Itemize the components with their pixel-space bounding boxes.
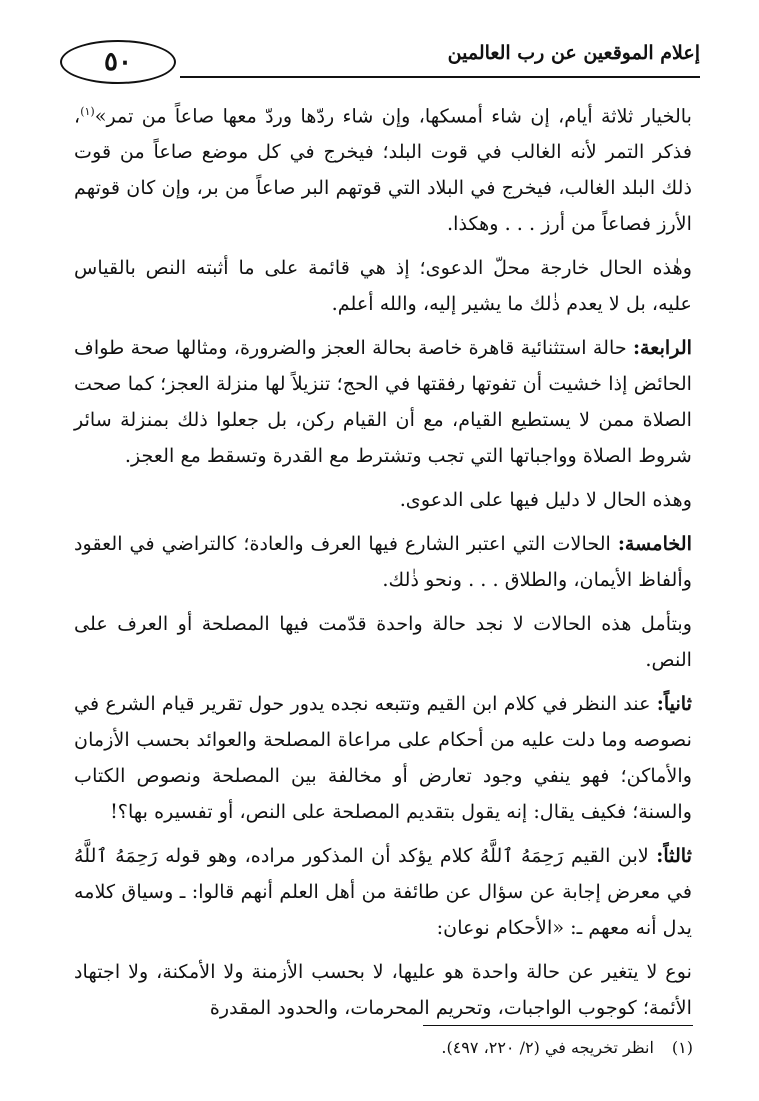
- page-number: ٥٠: [60, 40, 176, 84]
- body-text: [74, 94, 692, 1026]
- paragraph-lead: الرابعة:: [632, 336, 692, 360]
- header-rule: [180, 76, 700, 78]
- paragraph-text-tail: ، فذكر التمر لأنه الغالب في قوت البلد؛ فيخرج في كل موضع صاعاً من قوت ذلك البلد الغالب، فيخرج في البلاد التي قوتهم البر صاعاً من بر، وإن كان قوتهم الأرز فصاعاً من أرز . . . وهكذا.: [74, 104, 692, 236]
- footnote-rule: [423, 1025, 693, 1026]
- footnote-marker: (١): [80, 105, 95, 118]
- paragraph-text: بالخيار ثلاثة أيام، إن شاء أمسكها، وإن شاء ردّها وردّ معها صاعاً من تمر»: [94, 104, 692, 128]
- paragraph-lead: ثالثاً:: [656, 844, 692, 868]
- paragraph-lead: ثانياً:: [656, 692, 692, 716]
- footnote-text: انظر تخريجه في (٢/ ٢٢٠، ٤٩٧).: [441, 1038, 654, 1057]
- paragraph-text: وبتأمل هذه الحالات لا نجد حالة واحدة قدّمت فيها المصلحة أو العرف على النص.: [74, 612, 692, 672]
- paragraph-text: حالة استثنائية قاهرة خاصة بحالة العجز والضرورة، ومثالها صحة طواف الحائض إذا خشيت أن تفوتها رفقتها في الحج؛ تنزيلاً لها منزلة العجز؛ كما صحت الصلاة ممن لا يستطيع القيام، مع أن القيام ركن، بل جعلوا ذلك بمنزلة سائر شروط الصلاة وواجباتها التي تجب وتشترط مع القدرة وتسقط مع العجز.: [74, 336, 692, 468]
- paragraph-text: وهذه الحال لا دليل فيها على الدعوى.: [399, 488, 692, 512]
- paragraph: [74, 94, 692, 242]
- paragraph-text: وهٰذه الحال خارجة محلّ الدعوى؛ إذ هي قائمة على ما أثبته النص بالقياس عليه، بل لا يعدم ذٰلك ما يشير إليه، والله أعلم.: [74, 256, 692, 316]
- paragraph-text: عند النظر في كلام ابن القيم وتتبعه نجده يدور حول تقرير قيام الشرع في نصوصه وما دلت عليه من أحكام على مراعاة المصلحة والعوائد بحسب الأزمان والأماكن؛ فهو ينفي وجود تعارض أو مخالفة بين المصلحة ونصوص الكتاب والسنة؛ فكيف يقال: إنه يقول بتقديم المصلحة على النص، أو تفسيره بها؟!: [74, 692, 692, 824]
- page-header: [60, 38, 700, 86]
- paragraph: [74, 954, 692, 1026]
- paragraph: [74, 482, 692, 518]
- paragraph: [74, 526, 692, 598]
- paragraph-text: الحالات التي اعتبر الشارع فيها العرف والعادة؛ كالتراضي في العقود وألفاظ الأيمان، والطلاق . . . ونحو ذٰلك.: [74, 532, 692, 592]
- paragraph: [74, 250, 692, 322]
- paragraph-lead: الخامسة:: [617, 532, 692, 556]
- paragraph-text: لابن القيم رَحِمَهُ ٱللَّهُ كلام يؤكد أن المذكور مراده، وهو قوله رَحِمَهُ ٱللَّهُ في معرض إجابة عن سؤال عن طائفة من أهل العلم أنهم قالوا: ـ وسياق كلامه يدل أنه معهم ـ: «الأحكام نوعان:: [74, 844, 692, 940]
- paragraph: [74, 686, 692, 830]
- paragraph: [74, 838, 692, 946]
- footnote: [441, 1038, 693, 1057]
- paragraph-text: نوع لا يتغير عن حالة واحدة هو عليها، لا بحسب الأزمنة ولا الأمكنة، ولا اجتهاد الأئمة؛ كوجوب الواجبات، وتحريم المحرمات، والحدود المقدرة: [74, 960, 692, 1020]
- running-title: إعلام الموقعين عن رب العالمين: [447, 42, 700, 64]
- footnote-number: (١): [671, 1038, 693, 1057]
- paragraph: [74, 330, 692, 474]
- paragraph: [74, 606, 692, 678]
